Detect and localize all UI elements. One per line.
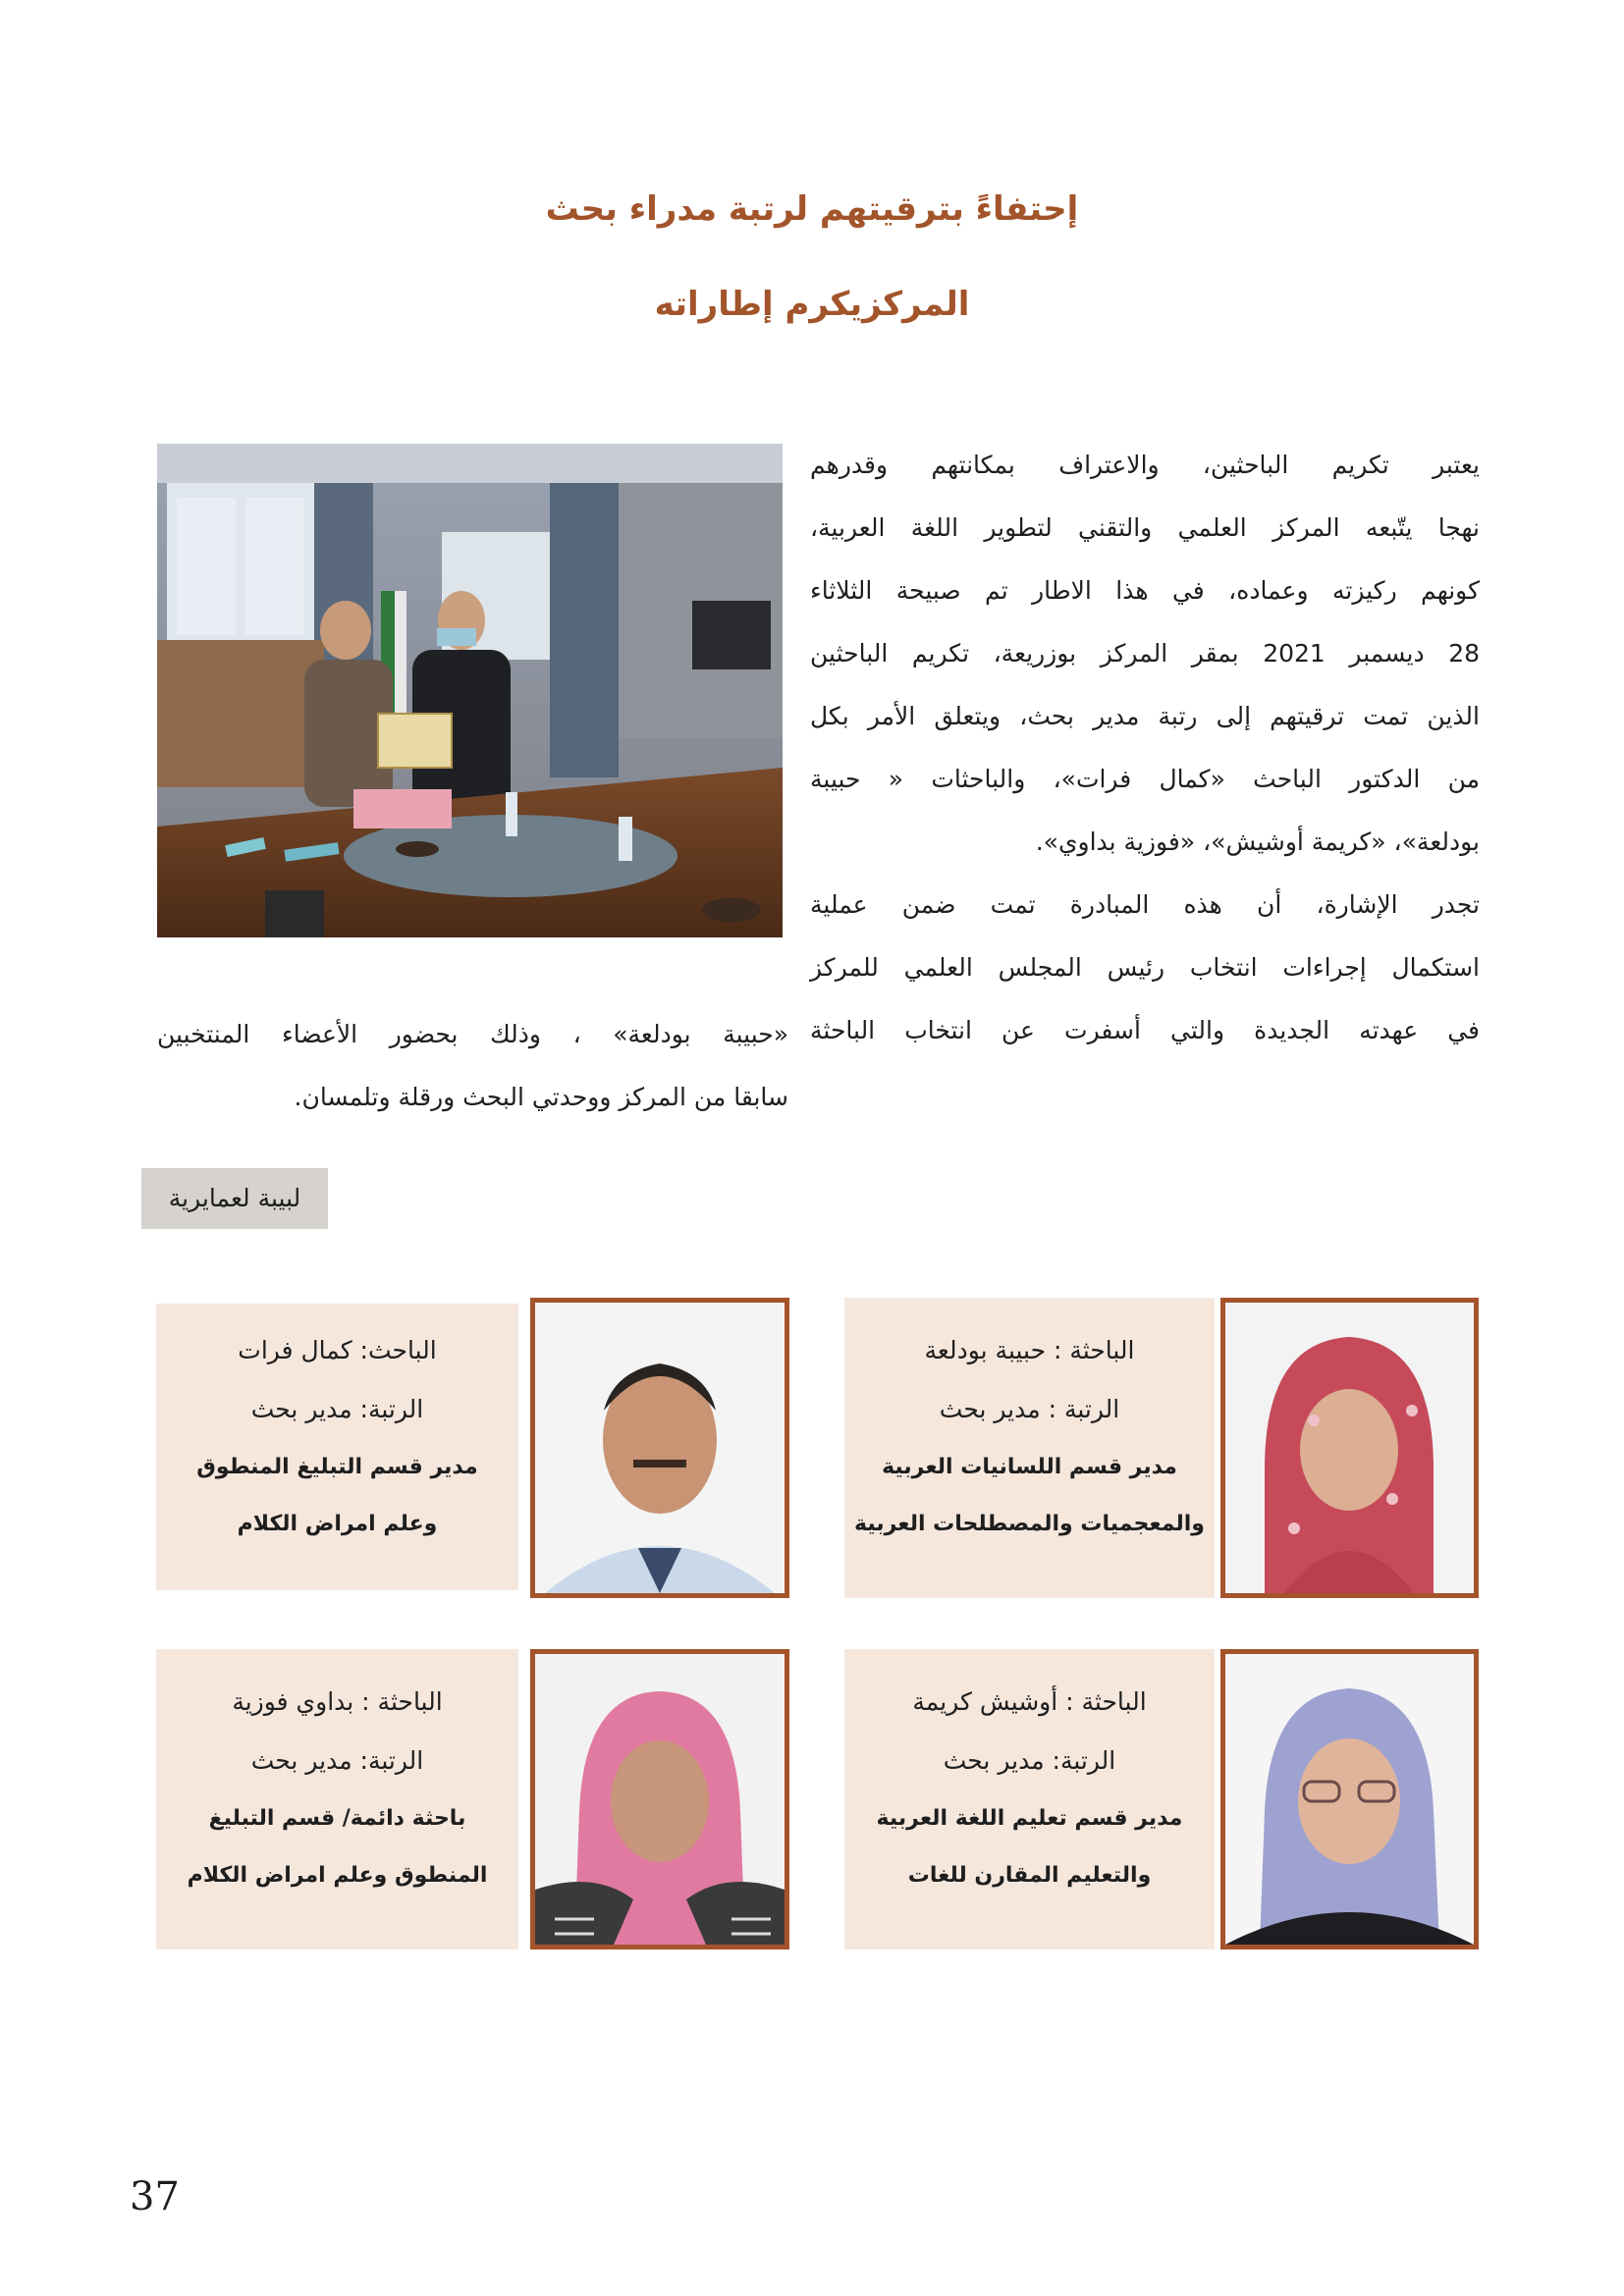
- portrait-photo: [530, 1649, 789, 1949]
- article-subtitle: المركزيكرم إطاراته: [654, 285, 970, 324]
- author-label: لبيبة لعمايرية: [141, 1168, 328, 1229]
- researcher-department: باحثة دائمة/ قسم التبليغ: [208, 1806, 466, 1831]
- text-line: استكمال إجراءات انتخاب رئيس المجلس العلمي للمركز: [810, 953, 1480, 982]
- researcher-rank: الرتبة : مدير بحث: [939, 1395, 1120, 1423]
- text-line: تجدر الإشارة، أن هذه المبادرة تمت ضمن عملية: [810, 890, 1480, 919]
- researcher-department: وعلم امراض الكلام: [237, 1512, 438, 1536]
- researcher-department: مدير قسم التبليغ المنطوق: [196, 1455, 478, 1479]
- researcher-name: الباحث: كمال فرات: [238, 1336, 437, 1364]
- intro-paragraph: [810, 434, 1480, 1062]
- text-line: بودلعة»، «كريمة أوشيش»، «فوزية بداوي».: [1035, 828, 1480, 856]
- text-line: يعتبر تكريم الباحثين، والاعتراف بمكانتهم وقدرهم: [810, 451, 1480, 479]
- text-line: من الدكتور الباحث «كمال فرات»، والباحثات « حبيبة: [810, 765, 1480, 793]
- researcher-name: الباحثة : أوشيش كريمة: [912, 1687, 1147, 1716]
- portrait-photo: [530, 1298, 789, 1598]
- researcher-department: والتعليم المقارن للغات: [907, 1863, 1152, 1888]
- researcher-department: والمعجميات والمصطلحات العربية: [854, 1512, 1205, 1536]
- portrait-photo: [1220, 1649, 1479, 1949]
- researcher-name: الباحثة : حبيبة بودلعة: [924, 1336, 1135, 1364]
- researcher-card: [844, 1649, 1215, 1949]
- text-line: كونهم ركيزته وعماده، في هذا الاطار تم صبيحة الثلاثاء: [810, 576, 1480, 605]
- researcher-department: المنطوق وعلم امراض الكلام: [187, 1863, 488, 1888]
- ceremony-photo: [157, 444, 783, 937]
- researcher-rank: الرتبة: مدير بحث: [943, 1746, 1116, 1775]
- researcher-card: [156, 1304, 518, 1590]
- portrait-photo: [1220, 1298, 1479, 1598]
- text-line: في عهدته الجديدة والتي أسفرت عن انتخاب الباحثة: [810, 1016, 1480, 1044]
- text-line: الذين تمت ترقيتهم إلى رتبة مدير بحث، ويتعلق الأمر بكل: [810, 702, 1480, 730]
- page-number: 37: [130, 2174, 180, 2219]
- text-line: نهجا يتّبعه المركز العلمي والتقني لتطوير اللغة العربية،: [810, 513, 1480, 542]
- researcher-rank: الرتبة: مدير بحث: [250, 1746, 424, 1775]
- researcher-department: مدير قسم تعليم اللغة العربية: [876, 1806, 1183, 1831]
- researcher-card: [156, 1649, 518, 1949]
- researcher-card: [844, 1298, 1215, 1598]
- text-line: سابقا من المركز ووحدتي البحث ورقلة وتلمسان.: [294, 1083, 788, 1111]
- researcher-department: مدير قسم اللسانيات العربية: [882, 1455, 1177, 1479]
- text-line: 28 ديسمبر 2021 بمقر المركز بوزريعة، تكريم الباحثين: [810, 639, 1480, 667]
- text-line: «حبيبة بودلعة» ، وذلك بحضور الأعضاء المنتخبين: [157, 1020, 788, 1048]
- continuation-paragraph: [157, 1003, 788, 1129]
- researcher-name: الباحثة : بداوي فوزية: [232, 1687, 443, 1716]
- researcher-rank: الرتبة: مدير بحث: [250, 1395, 424, 1423]
- article-title: إحتفاءً بترقيتهم لرتبة مدراء بحث: [545, 189, 1079, 229]
